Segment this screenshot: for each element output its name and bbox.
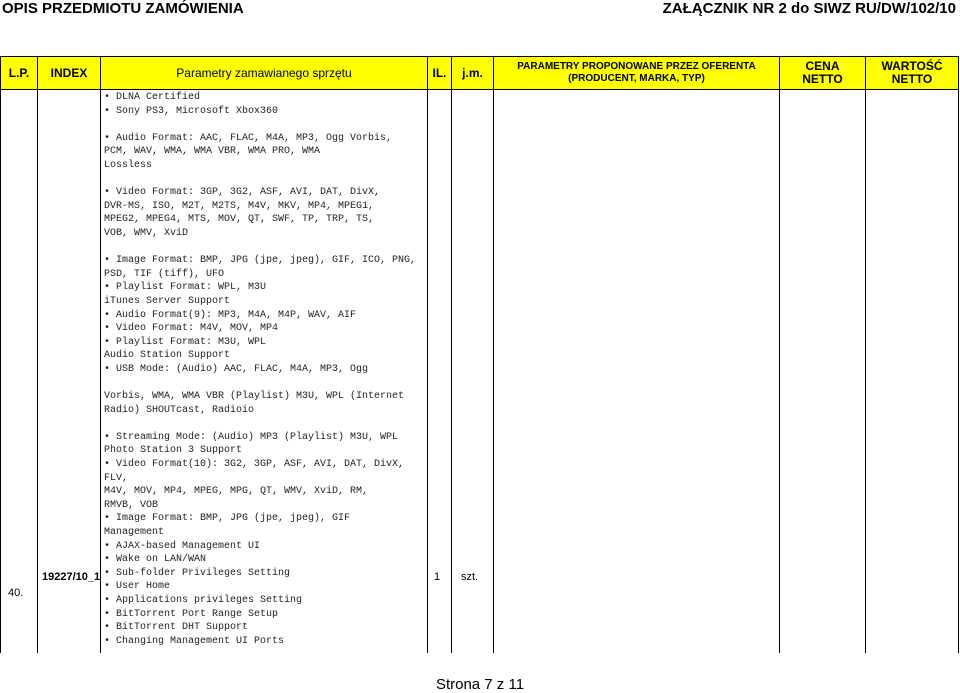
spec-line: Radio) SHOUTcast, Radioio (104, 404, 255, 416)
header-unit: j.m. (452, 57, 494, 89)
header-index: INDEX (38, 57, 101, 89)
spec-line: • User Home (104, 581, 171, 593)
row-lp: 40. (8, 587, 24, 599)
document-title: OPIS PRZEDMIOTU ZAMÓWIENIA (2, 0, 244, 17)
spec-line: FLV, (104, 472, 129, 484)
header-offer-line2: (PRODUCENT, MARKA, TYP) (568, 73, 705, 84)
header-price-line2: NETTO (802, 72, 843, 86)
item-specification (104, 91, 429, 648)
grid-line (100, 90, 101, 653)
page-footer: Strona 7 z 11 (435, 676, 525, 693)
spec-line: • Image Format: BMP, JPG (jpe, jpeg), GIF, ICO, PNG, (104, 255, 417, 267)
spec-line: Management (104, 527, 165, 538)
header-qty: IL. (428, 57, 452, 89)
grid-line (37, 90, 38, 653)
spec-line: • Sub-folder Privileges Setting (104, 567, 291, 579)
spec-line: • Video Format: M4V, MOV, MP4 (104, 323, 279, 335)
spec-line (104, 118, 429, 132)
spec-line: • Playlist Format: WPL, M3U (104, 282, 267, 294)
spec-line: • Sony PS3, Microsoft Xbox360 (104, 105, 279, 117)
spec-line: • Image Format: BMP, JPG (jpe, jpeg), GIF (104, 513, 351, 525)
spec-line: • DLNA Certified (104, 92, 201, 103)
row-qty: 1 (434, 571, 441, 583)
spec-line: M4V, MOV, MP4, MPEG, MPG, QT, WMV, XviD, RM, (104, 486, 369, 498)
spec-line: Audio Station Support (104, 350, 231, 362)
spec-line: Vorbis, WMA, WMA VBR (Playlist) M3U, WPL (Internet (104, 391, 405, 403)
spec-line: • AJAX-based Management UI (104, 540, 261, 552)
spec-line: RMVB, VOB (104, 499, 159, 511)
spec-line (104, 417, 429, 431)
spec-line: Photo Station 3 Support (104, 445, 243, 457)
spec-line: MPEG2, MPEG4, MTS, MOV, QT, SWF, TP, TRP, TS, (104, 214, 375, 226)
grid-line (865, 90, 866, 653)
spec-line (104, 376, 429, 390)
row-index: 19227/10_1 (42, 571, 101, 583)
spec-line: DVR-MS, ISO, M2T, M2TS, M4V, MKV, MP4, MPEG1, (104, 200, 375, 212)
spec-line (104, 173, 429, 187)
spec-line: iTunes Server Support (104, 295, 231, 307)
header-offer-line1: PARAMETRY PROPONOWANE PRZEZ OFERENTA (517, 61, 756, 72)
spec-line: • USB Mode: (Audio) AAC, FLAC, M4A, MP3, Ogg (104, 363, 369, 375)
spec-line (104, 241, 429, 255)
header-lp: L.P. (1, 57, 38, 89)
spec-line: PSD, TIF (tiff), UFO (104, 268, 225, 280)
header-price-line1: CENA (805, 59, 840, 73)
spec-line: • BitTorrent DHT Support (104, 622, 249, 634)
spec-line: • Video Format(10): 3G2, 3GP, ASF, AVI, DAT, DivX, (104, 459, 405, 471)
spec-line: • Wake on LAN/WAN (104, 554, 207, 566)
attachment-reference: ZAŁĄCZNIK NR 2 do SIWZ RU/DW/102/10 (662, 0, 956, 17)
grid-line (779, 90, 780, 653)
header-params: Parametry zamawianego sprzętu (101, 57, 428, 89)
spec-line: • Video Format: 3GP, 3G2, ASF, AVI, DAT, DivX, (104, 187, 381, 199)
row-unit: szt. (461, 571, 479, 583)
grid-line (958, 90, 959, 653)
grid-line (493, 90, 494, 653)
header-offer (494, 57, 780, 89)
header-value (866, 57, 958, 89)
spec-line: • Audio Format(9): MP3, M4A, M4P, WAV, AIF (104, 309, 357, 321)
spec-line: • BitTorrent Port Range Setup (104, 608, 279, 620)
spec-line: • Changing Management UI Ports (104, 635, 285, 647)
table-header (0, 56, 959, 90)
spec-line: • Playlist Format: M3U, WPL (104, 336, 267, 348)
spec-line: Lossless (104, 159, 153, 171)
spec-line: PCM, WAV, WMA, WMA VBR, WMA PRO, WMA (104, 146, 321, 158)
grid-line (451, 90, 452, 653)
spec-line: • Audio Format: AAC, FLAC, M4A, MP3, Ogg Vorbis, (104, 132, 393, 144)
spec-line: • Applications privileges Setting (104, 594, 303, 606)
header-value-line2: NETTO (891, 72, 933, 86)
grid-line (0, 90, 1, 653)
header-price (780, 57, 866, 89)
header-value-line1: WARTOŚĆ (881, 59, 943, 73)
spec-line: • Streaming Mode: (Audio) MP3 (Playlist) M3U, WPL (104, 431, 399, 443)
spec-line: VOB, WMV, XviD (104, 227, 189, 239)
